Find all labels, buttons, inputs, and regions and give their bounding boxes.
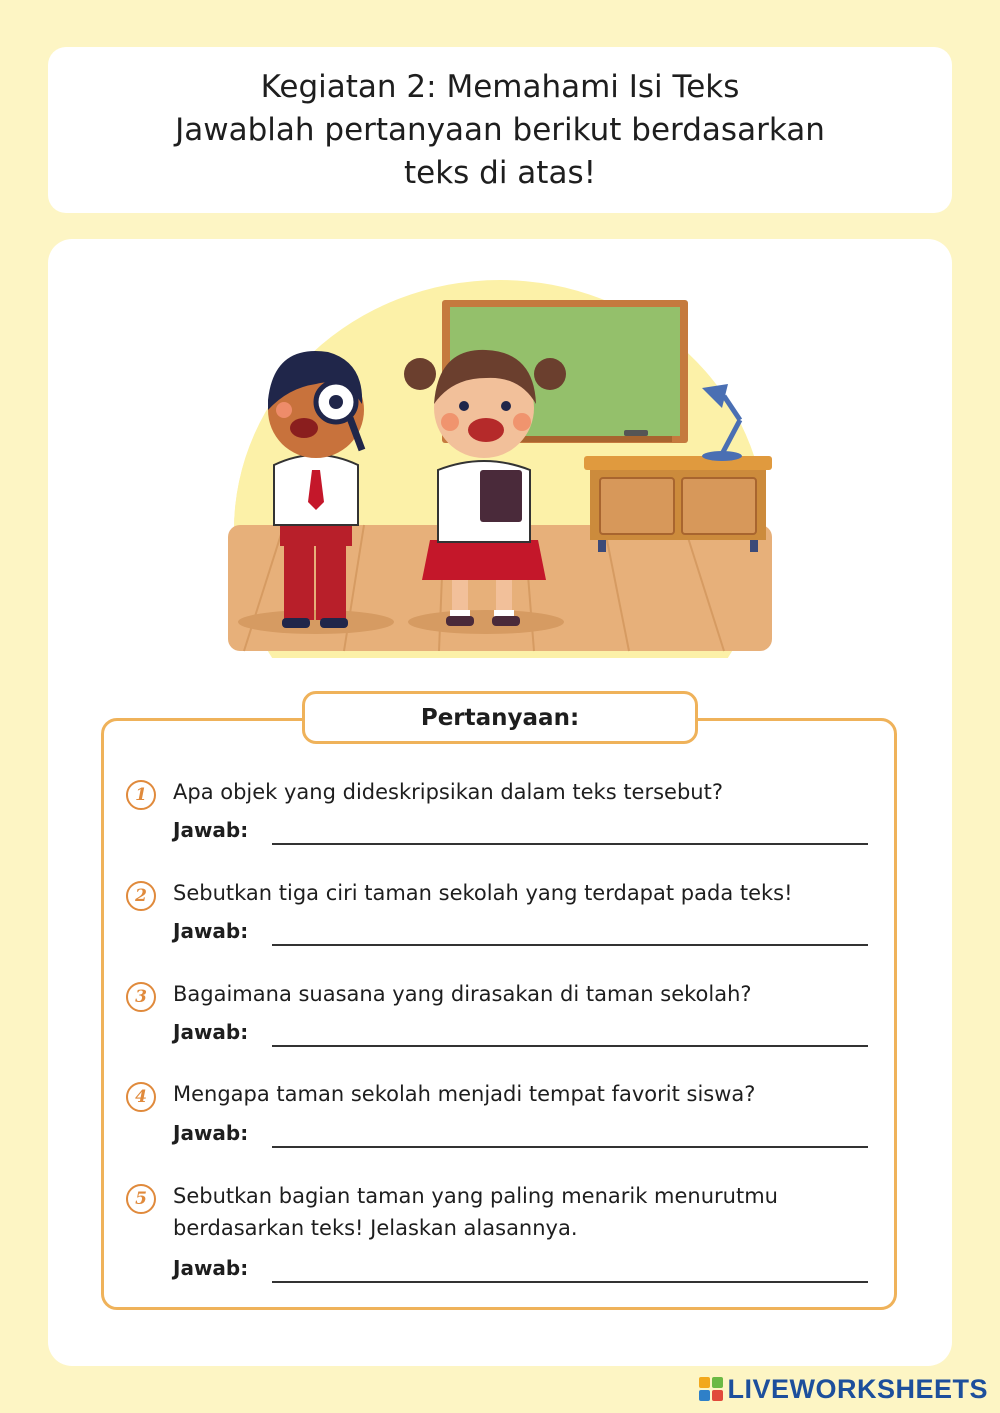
question-number-1: 1 <box>126 780 156 810</box>
answer-line-2[interactable] <box>272 944 868 946</box>
answer-label: Jawab: <box>173 919 249 943</box>
answer-row-4 <box>173 1121 873 1151</box>
question-text-2: Sebutkan tiga ciri taman sekolah yang terdapat pada teks! <box>173 881 793 905</box>
instruction-line-1: Jawablah pertanyaan berikut berdasarkan <box>175 111 825 148</box>
answer-label: Jawab: <box>173 818 249 842</box>
question-text-4: Mengapa taman sekolah menjadi tempat favorit siswa? <box>173 1082 756 1106</box>
question-4 <box>126 1078 886 1148</box>
question-5 <box>126 1180 886 1285</box>
title-card <box>48 47 952 213</box>
question-text-5: Sebutkan bagian taman yang paling menarik menurutmu berdasarkan teks! Jelaskan alasannya. <box>173 1184 778 1240</box>
question-2 <box>126 877 886 947</box>
question-number-4: 4 <box>126 1082 156 1112</box>
question-3 <box>126 978 886 1048</box>
liveworksheets-logo-icon <box>699 1377 723 1401</box>
answer-line-4[interactable] <box>272 1146 868 1148</box>
answer-label: Jawab: <box>173 1256 249 1280</box>
answer-line-5[interactable] <box>272 1281 868 1283</box>
instruction-line-2: teks di atas! <box>403 154 597 191</box>
answer-row-5 <box>173 1256 873 1286</box>
answer-row-2 <box>173 919 873 949</box>
question-text-3: Bagaimana suasana yang dirasakan di taman sekolah? <box>173 982 752 1006</box>
question-number-5: 5 <box>126 1184 156 1214</box>
questions-heading: Pertanyaan: <box>302 691 698 744</box>
question-number-2: 2 <box>126 881 156 911</box>
answer-row-3 <box>173 1020 873 1050</box>
answer-label: Jawab: <box>173 1020 249 1044</box>
answer-label: Jawab: <box>173 1121 249 1145</box>
question-text-1: Apa objek yang dideskripsikan dalam teks tersebut? <box>173 780 723 804</box>
brand-name: LIVEWORKSHEETS <box>727 1373 988 1404</box>
activity-title: Kegiatan 2: Memahami Isi Teks <box>260 68 740 105</box>
answer-row-1 <box>173 818 873 848</box>
classroom-illustration <box>224 280 776 658</box>
answer-line-1[interactable] <box>272 843 868 845</box>
liveworksheets-brand[interactable] <box>699 1373 988 1405</box>
question-1 <box>126 776 886 846</box>
answer-line-3[interactable] <box>272 1045 868 1047</box>
question-number-3: 3 <box>126 982 156 1012</box>
cabinet <box>584 456 772 552</box>
